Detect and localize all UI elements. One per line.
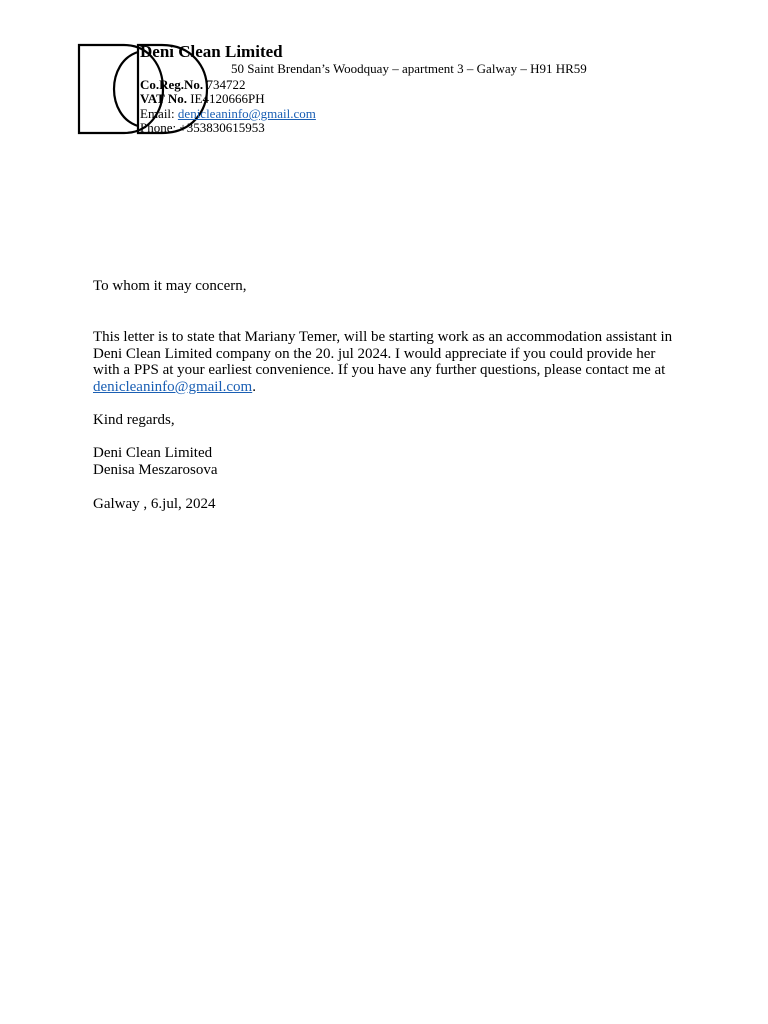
paragraph-end: .: [252, 378, 256, 395]
paragraph-text: This letter is to state that Mariany Temer, will be starting work as an accommodation assistant in Deni Clean Limited company on the 20. jul 2024. I would appreciate if you could provide her with a PPS at your earliest convenience. If you have any further questions, please contact me at: [93, 329, 673, 379]
phone-label: Phone:: [140, 120, 180, 135]
place-date: Galway , 6.jul, 2024: [93, 496, 216, 512]
signature-company: Deni Clean Limited: [93, 445, 213, 461]
vat-label: VAT No.: [140, 91, 187, 106]
paragraph-email-link[interactable]: denicleaninfo@gmail.com: [93, 378, 253, 395]
phone-value: +353830615953: [179, 120, 265, 135]
company-name: Deni Clean Limited: [140, 42, 283, 61]
closing: Kind regards,: [93, 412, 175, 428]
phone-line: [140, 120, 265, 136]
salutation: To whom it may concern,: [93, 278, 247, 294]
vat-value: IE4120666PH: [186, 91, 265, 106]
letter-paragraph: [93, 329, 683, 395]
vat-number: [140, 91, 265, 107]
header-email-link[interactable]: denicleaninfo@gmail.com: [177, 106, 316, 121]
signature-name: Denisa Meszarosova: [93, 462, 218, 478]
company-address: 50 Saint Brendan’s Woodquay – apartment 3 – Galway – H91 HR59: [231, 61, 587, 76]
registration-value: 734722: [203, 77, 246, 92]
registration-label: Co.Reg.No.: [140, 77, 204, 92]
email-label: Email:: [140, 106, 178, 121]
